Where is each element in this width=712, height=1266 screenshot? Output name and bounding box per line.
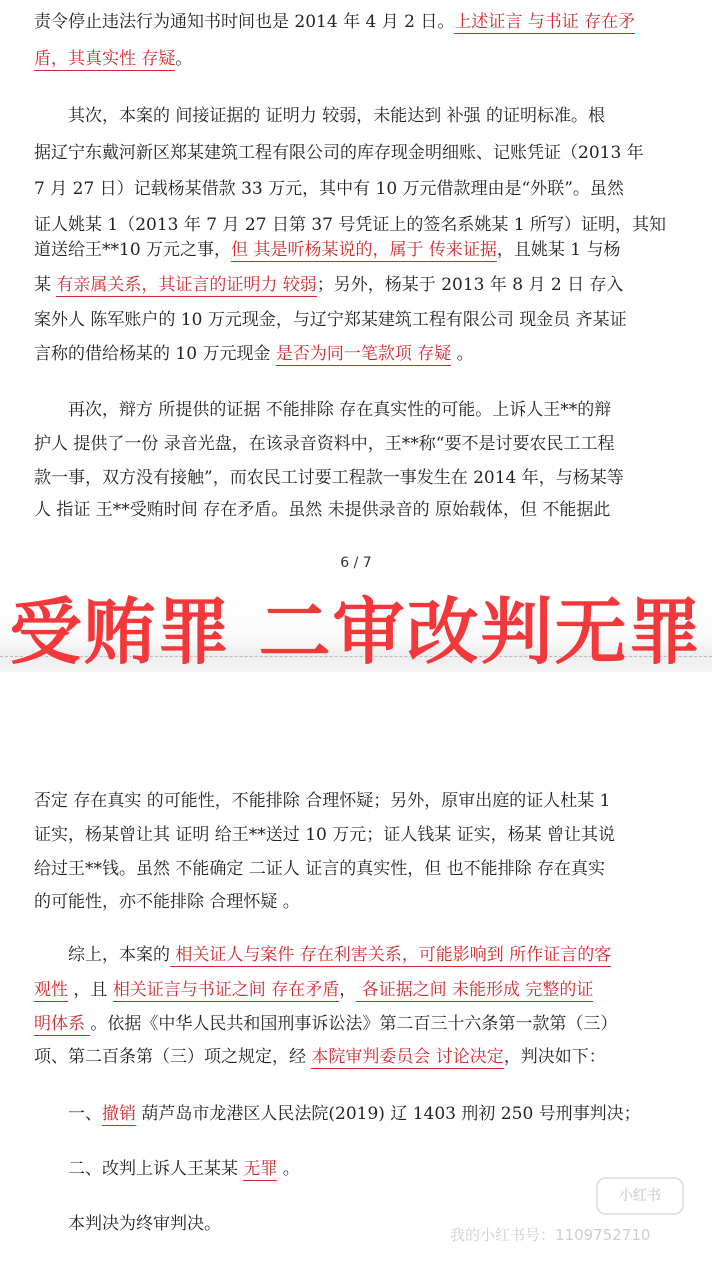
text-segment: 葫芦岛市龙港区人民法院(2019) 辽 1403 刑初 250 号刑事判决； — [136, 1104, 641, 1124]
para-line — [34, 1045, 680, 1069]
para-line: 证人姚某 1（2013 年 7 月 27 日第 37 号凭证上的签名系姚某 1 所写）证明，其知 — [34, 215, 667, 235]
para-line: 案外人 陈军账户的 10 万元现金，与辽宁郑某建筑工程有限公司 现金员 齐某证 — [34, 310, 627, 330]
para-line — [34, 342, 680, 366]
text-segment: 一、 — [68, 1104, 102, 1124]
watermark-logo: 小红书 — [596, 1177, 684, 1215]
para-line — [34, 978, 680, 1002]
text-segment: ， — [339, 980, 357, 1000]
annotated-text: 无罪 — [243, 1159, 278, 1179]
annotated-text: 但 其是听杨某说的，属于 传来证据 — [231, 240, 497, 260]
annotated-text: 相关证人与案件 存在利害关系，可能影响到 所作证言的客 — [170, 945, 612, 965]
text-segment: ，且姚某 1 与杨 — [496, 240, 621, 260]
verdict-item-1 — [68, 1102, 680, 1126]
para-line — [68, 943, 680, 967]
text-segment: 某 — [34, 275, 57, 295]
annotated-text: 本院审判委员会 讨论决定 — [311, 1047, 504, 1067]
para-line — [34, 1012, 680, 1036]
para-line — [34, 273, 680, 297]
headline-overlay: 受贿罪 二审改判无罪 — [9, 590, 703, 674]
text-segment: 。依据《中华人民共和国刑事诉讼法》第二百三十六条第一款第（三） — [90, 1014, 618, 1034]
text-segment: 综上，本案的 — [68, 945, 170, 965]
para-line: 否定 存在真实 的可能性，不能排除 合理怀疑；另外，原审出庭的证人杜某 1 — [34, 791, 611, 811]
para-line: 其次，本案的 间接证据的 证明力 较弱，未能达到 补强 的证明标准。根 — [68, 106, 606, 126]
text-segment: 道送给王**10 万元之事， — [34, 240, 232, 260]
text-segment: 二、改判上诉人王某某 — [68, 1159, 244, 1179]
para-line: 再次，辩方 所提供的证据 不能排除 存在真实性的可能。上诉人王**的辩 — [68, 400, 612, 420]
para-line — [34, 10, 680, 34]
annotated-text: 相关证言与书证之间 存在矛盾 — [112, 980, 340, 1000]
final-judgment-note: 本判决为终审判决。 — [68, 1214, 221, 1234]
para-line — [34, 47, 680, 71]
watermark-id: 我的小红书号：1109752710 — [450, 1226, 651, 1244]
text-segment: ；另外，杨某于 2013 年 8 月 2 日 存入 — [316, 275, 624, 295]
text-segment: 项、第二百条第（三）项之规定，经 — [34, 1047, 312, 1067]
annotated-text: 是否为同一笔款项 存疑 — [275, 344, 452, 364]
text-segment: ，判决如下： — [503, 1047, 606, 1067]
para-line — [34, 238, 680, 262]
annotated-text: 有亲属关系，其证言的证明力 较弱 — [56, 275, 317, 295]
para-line: 的可能性，亦不能排除 合理怀疑 。 — [34, 892, 300, 912]
para-line: 证实，杨某曾让其 证明 给王**送过 10 万元；证人钱某 证实，杨某 曾让其说 — [34, 825, 616, 845]
text-segment: 。 — [277, 1159, 300, 1179]
para-line: 给过王**钱。虽然 不能确定 二证人 证言的真实性，但 也不能排除 存在真实 — [34, 859, 606, 879]
annotated-text: 各证据之间 未能形成 完整的证 — [356, 980, 594, 1000]
annotated-text: 明体系 — [34, 1014, 91, 1034]
text-segment: 责令停止违法行为通知书时间也是 2014 年 4 月 2 日。 — [34, 12, 455, 32]
para-line: 7 月 27 日）记载杨某借款 33 万元，其中有 10 万元借款理由是“外联”。虽然 — [34, 179, 624, 199]
text-segment: 。 — [175, 49, 193, 69]
text-segment: ，且 — [68, 980, 113, 1000]
page-number: 6 / 7 — [340, 555, 372, 571]
para-line: 据辽宁东戴河新区郑某建筑工程有限公司的库存现金明细账、记账凭证（2013 年 — [34, 143, 644, 163]
para-line: 款一事，双方没有接触”，而农民工讨要工程款一事发生在 2014 年，与杨某等 — [34, 468, 624, 488]
annotated-text: 观性 — [34, 980, 68, 1000]
para-line: 人 指证 王**受贿时间 存在矛盾。虽然 未提供录音的 原始载体，但 不能据此 — [34, 500, 611, 520]
annotated-text: 盾，其真实性 存疑 — [34, 49, 176, 69]
text-segment: 言称的借给杨某的 10 万元现金 — [34, 344, 276, 364]
annotated-text: 上述证言 与书证 存在矛 — [454, 12, 636, 32]
para-line: 护人 提供了一份 录音光盘，在该录音资料中，王**称“要不是讨要农民工工程 — [34, 434, 615, 454]
verdict-item-2 — [68, 1157, 680, 1181]
text-segment: 。 — [451, 344, 474, 364]
annotated-text: 撤销 — [102, 1104, 136, 1124]
